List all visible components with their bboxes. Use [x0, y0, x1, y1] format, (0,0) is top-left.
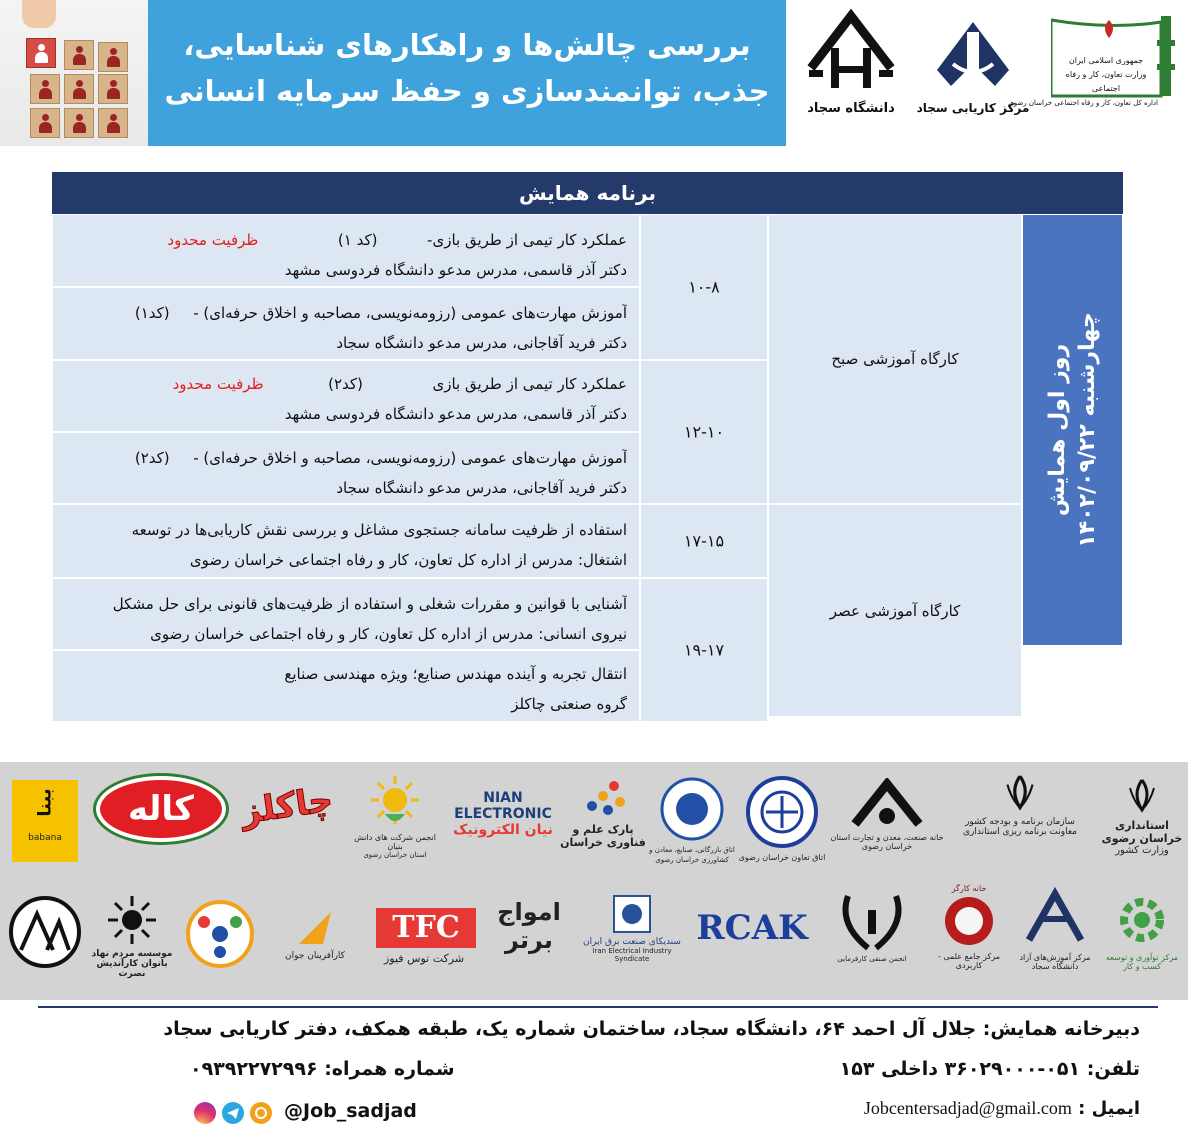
person-cube-icon [64, 74, 94, 104]
time-slot: ۱۰-۸ [688, 277, 720, 297]
workshop-instructor: نیروی انسانی: مدرس از اداره کل تعاون، کار و رفاه اجتماعی خراسان رضوی [150, 625, 627, 643]
commerce-chamber-icon [659, 776, 725, 842]
telegram-icon[interactable] [222, 1102, 244, 1124]
young-entrepreneurs-icon [295, 908, 335, 948]
session-label-morning: کارگاه آموزشی صبح [831, 350, 959, 368]
ngo-sun-icon [106, 894, 158, 946]
sponsor-logo: اتاق تعاون خراسان رضوی [738, 774, 826, 862]
social-handle[interactable]: @Job_sadjad [284, 1100, 417, 1122]
time-slot: ۱۹-۱۷ [683, 640, 725, 660]
title-line-1: بررسی چالش‌ها و راهکارهای شناسایی، [183, 28, 751, 62]
sponsor-logo: TFC شرکت توس فیوز [372, 908, 476, 965]
sponsor-logo: اتاق بازرگانی، صنایع، معادن و کشاورزی خراسان رضوی [648, 776, 736, 865]
workshop-title: آموزش مهارت‌های عمومی (رزومه‌نویسی، مصاحبه و اخلاق حرفه‌ای) - [193, 449, 627, 467]
sponsor-logo: RCAK [696, 908, 808, 948]
cooperative-chamber-icon [744, 774, 820, 850]
workshop-row [52, 432, 640, 504]
workshop-instructor: دکتر آذر قاسمی، مدرس مدعو دانشگاه فردوسی مشهد [284, 261, 627, 279]
sponsor-logo: چاکلز [238, 779, 336, 833]
sponsor-logo: مرکز آموزش‌های آزاد دانشگاه سجاد [1012, 886, 1098, 971]
capacity-note: ظرفیت محدود [172, 375, 264, 393]
time-slot: ۱۲-۱۰ [683, 422, 725, 442]
instagram-icon[interactable] [194, 1102, 216, 1124]
sponsor-logo: مرکز نوآوری و توسعه کسب و کار [1100, 890, 1184, 971]
career-center-label: مرکز کاریابی سجاد [916, 101, 1030, 115]
workshop-title: آشنایی با قوانین و مقررات شغلی و استفاده از ظرفیت‌های قانونی برای حل مشکل [112, 595, 627, 613]
workshop-row [52, 360, 640, 432]
sponsor-logo: سندیکای صنعت برق ایران Iran Electrical Industry Syndicate [578, 894, 686, 963]
sajjad-university-emblem-icon [801, 8, 901, 98]
day-title: روز اول همایش [1044, 343, 1070, 517]
ministry-line-2: وزارت تعاون، کار و رفاه اجتماعی [1065, 70, 1147, 93]
sponsor-logo: کاله [92, 776, 226, 842]
sponsor-logo: پارک علم و فناوری خراسان [560, 776, 646, 849]
workshop-code: (کد۲) [328, 375, 363, 393]
sponsor-logo: خانه صنعت، معدن و تجارت استان خراسان رضوی [828, 778, 946, 851]
session-cell-morning [768, 214, 1022, 504]
workshop-instructor: دکتر فرید آقاجانی، مدرس مدعو دانشگاه سجاد [336, 334, 627, 352]
time-cell [640, 504, 768, 578]
header-logos [786, 0, 1188, 146]
session-cell-afternoon [768, 504, 1022, 717]
person-cube-icon [30, 108, 60, 138]
person-cube-icon [26, 38, 56, 68]
gear-icon [1112, 890, 1172, 950]
day-date: چهارشنبه ۱۴۰۲/۰۹/۲۲ [1074, 312, 1100, 548]
time-cell [640, 214, 768, 360]
workshop-title: استفاده از ظرفیت سامانه جستجوی مشاغل و بررسی نقش کاریابی‌ها در توسعه [131, 521, 627, 539]
sponsor-logo: سازمان برنامه و بودجه کشور معاونت برنامه ریزی استانداری [950, 772, 1090, 837]
workshop-row [52, 650, 640, 722]
time-slot: ۱۷-۱۵ [683, 531, 725, 551]
capacity-note: ظرفیت محدود [167, 231, 259, 249]
employers-union-icon [834, 892, 910, 952]
workshop-title: انتقال تجربه و آینده مهندس صنایع؛ ویژه مهندسی صنایع [284, 665, 627, 683]
workshop-instructor: اشتغال: مدرس از اداره کل تعاون، کار و رفاه اجتماعی خراسان رضوی [189, 551, 627, 569]
ministry-line-3: اداره کل تعاون، کار و رفاه اجتماعی خراسان رضوی [1008, 99, 1158, 107]
person-cube-icon [30, 74, 60, 104]
person-cube-icon [98, 42, 128, 72]
header-banner [0, 0, 1188, 146]
sponsor-logos-panel [0, 762, 1188, 1000]
conference-title [148, 0, 786, 146]
sponsor-logo: انجمن صنفی کارفرمایی [822, 892, 922, 963]
worker-house-seal-icon [939, 893, 999, 949]
email-label: ایمیل : [1078, 1098, 1140, 1119]
workshop-row [52, 214, 640, 287]
engineering-society-icon [7, 894, 83, 970]
workshop-code: (کد۲) [134, 449, 170, 467]
time-cell [640, 578, 768, 722]
program-title: برنامه همایش [52, 172, 1123, 214]
network-circle-icon [184, 898, 256, 970]
footer-separator [38, 1006, 1158, 1008]
sajjad-university-label: دانشگاه سجاد [807, 101, 895, 116]
sponsor-logo [6, 894, 84, 973]
person-cube-icon [98, 108, 128, 138]
workshop-title: عملکرد کار تیمی از طریق بازی- [427, 231, 627, 249]
mobile-number[interactable]: ۰۹۳۹۲۲۷۲۹۹۶ [190, 1058, 318, 1080]
eitaa-icon[interactable] [250, 1102, 272, 1124]
workshop-row [52, 578, 640, 650]
science-park-icon [578, 776, 628, 820]
phone-label: تلفن: [1086, 1058, 1140, 1080]
email-address[interactable]: Jobcentersadjad@gmail.com [863, 1098, 1072, 1118]
sponsor-logo: موسسه مردم نهاد بانوان کارآندیش نصرت [88, 894, 176, 979]
sponsor-logo [178, 898, 262, 973]
hand-icon [22, 0, 56, 28]
workshop-instructor: گروه صنعتی چاکلز [511, 695, 627, 713]
workshop-instructor: دکتر آذر قاسمی، مدرس مدعو دانشگاه فردوسی مشهد [284, 405, 627, 423]
sponsor-logo: امواج برتر [497, 898, 561, 954]
sponsor-logo: انجمن شرکت های دانش بنیان استان خراسان رضوی [346, 774, 444, 859]
sponsor-logo: استانداری خراسان رضوی وزارت کشور [1100, 776, 1184, 856]
email-row [864, 1098, 1140, 1119]
hr-cubes-image [0, 0, 148, 146]
person-cube-icon [64, 108, 94, 138]
ministry-line-1: جمهوری اسلامی ایران [1068, 56, 1144, 65]
session-label-afternoon: کارگاه آموزشی عصر [829, 601, 961, 620]
ministry-logo [1008, 10, 1183, 107]
time-cell [640, 360, 768, 504]
workshop-row [52, 287, 640, 360]
mobile-row [190, 1058, 455, 1080]
sponsor-logo: کارآفرینان جوان [262, 908, 368, 961]
knowledge-sun-icon [365, 774, 425, 830]
sponsor-logo: ببنا babana [10, 780, 78, 862]
iran-emblem-icon [1122, 776, 1162, 816]
handshake-emblem-icon [931, 14, 1015, 98]
sponsor-logo: NIAN ELECTRONIC نیان الکترونیک [453, 790, 553, 838]
iran-emblem-icon [999, 772, 1041, 814]
conference-address: دبیرخانه همایش: جلال آل احمد ۶۴، دانشگاه سجاد، ساختمان شماره یک، طبقه همکف، دفتر کاریابی سجاد [163, 1018, 1140, 1040]
person-cube-icon [98, 74, 128, 104]
workshop-instructor: دکتر فرید آقاجانی، مدرس مدعو دانشگاه سجاد [336, 479, 627, 497]
phone-number[interactable]: ۰۵۱-۳۶۰۲۹۰۰۰ داخلی ۱۵۳ [839, 1058, 1081, 1080]
sajjad-free-education-icon [1023, 886, 1087, 950]
day-label [1043, 312, 1103, 547]
sponsor-logo: خانه کارگر مرکز جامع علمی - کاربردی [937, 884, 1001, 970]
workshop-row [52, 504, 640, 578]
workshop-title: آموزش مهارت‌های عمومی (رزومه‌نویسی، مصاحبه و اخلاق حرفه‌ای) - [193, 304, 627, 322]
sajjad-university-logo [796, 8, 906, 116]
day-column [1022, 214, 1123, 646]
industry-house-icon [849, 778, 925, 830]
workshop-code: (کد ۱) [337, 231, 378, 249]
phone-row [840, 1058, 1140, 1080]
workshop-title: عملکرد کار تیمی از طریق بازی [432, 375, 627, 393]
person-cube-icon [64, 40, 94, 70]
electric-syndicate-icon [612, 894, 652, 934]
mobile-label: شماره همراه: [324, 1058, 455, 1080]
title-line-2: جذب، توانمندسازی و حفظ سرمایه انسانی [164, 74, 770, 108]
workshop-code: (کد۱) [134, 304, 170, 322]
